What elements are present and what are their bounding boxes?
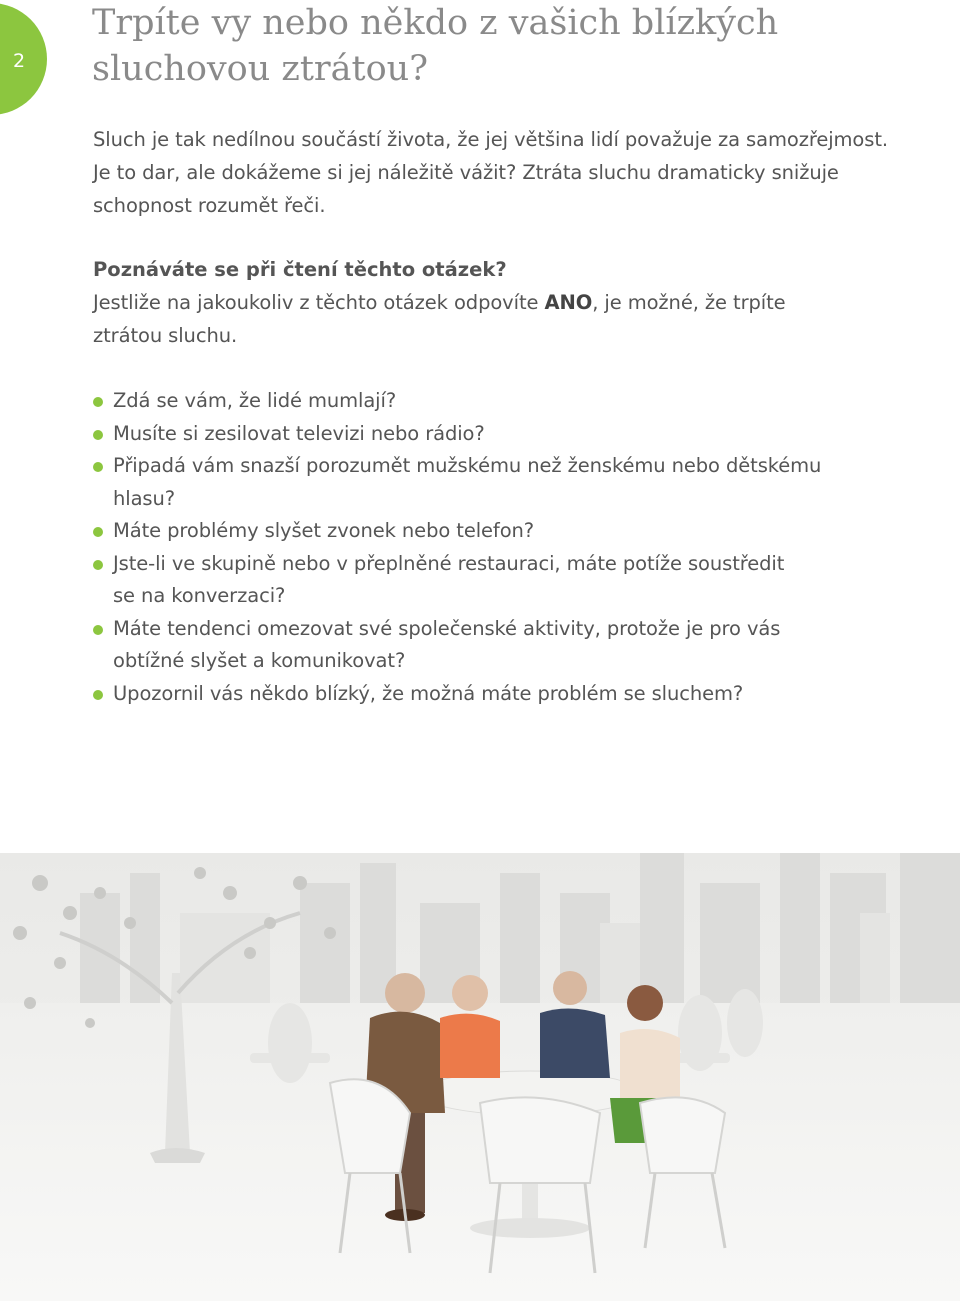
list-item-text [113, 548, 942, 613]
questions-intro [93, 286, 933, 352]
page-title [92, 0, 932, 92]
list-item-text [113, 515, 942, 548]
list-item [92, 385, 942, 418]
bullet-dot-icon [93, 430, 103, 440]
list-item-line-1: Jste-li ve skupině nebo v přeplněné restauraci, máte potíže soustředit [113, 551, 785, 575]
list-item-line-1: Musíte si zesilovat televizi nebo rádio? [113, 421, 485, 445]
list-item-text [113, 613, 942, 678]
list-item [92, 515, 942, 548]
page-number: 2 [13, 50, 26, 72]
intro-line-3: schopnost rozumět řeči. [93, 194, 326, 217]
questions-intro-text-before: Jestliže na jakoukoliv z těchto otázek odpovíte [93, 291, 545, 314]
list-item-line-2: hlasu? [113, 486, 175, 510]
list-item-line-1: Připadá vám snazší porozumět mužskému než ženskému nebo dětskému [113, 454, 822, 477]
bullet-dot-icon [93, 625, 103, 635]
page-title-line-2: sluchovou ztrátou? [92, 49, 428, 89]
bullet-dot-icon [93, 462, 103, 472]
list-item [92, 548, 942, 613]
list-item-line-1: Máte problémy slyšet zvonek nebo telefon? [113, 519, 535, 542]
list-item-line-1: Zdá se vám, že lidé mumlají? [113, 389, 397, 412]
list-item-text [113, 450, 942, 515]
bullet-dot-icon [93, 690, 103, 700]
bullet-dot-icon [93, 560, 103, 570]
question-list [92, 385, 942, 710]
list-item [92, 450, 942, 515]
questions-intro-line-1 [93, 286, 933, 319]
questions-intro-line-2: ztrátou sluchu. [93, 324, 238, 347]
page-title-line-1: Trpíte vy nebo někdo z vašich blízkých [92, 3, 779, 43]
list-item [92, 678, 942, 711]
cafe-scene-photo [0, 853, 960, 1301]
answer-yes-emphasis: ANO [544, 291, 593, 314]
list-item-text [113, 385, 942, 418]
list-item [92, 418, 942, 451]
list-item-line-1: Upozornil vás někdo blízký, že možná máte problém se sluchem? [113, 681, 744, 705]
bullet-dot-icon [93, 527, 103, 537]
intro-line-2: Je to dar, ale dokážeme si jej náležitě vážit? Ztráta sluchu dramaticky snižuje [93, 161, 839, 184]
questions-intro-text-after: , je možné, že trpíte [592, 291, 786, 314]
intro-paragraph [93, 123, 933, 222]
questions-heading: Poznáváte se při čtení těchto otázek? [93, 258, 507, 281]
list-item-text [113, 678, 942, 711]
intro-line-1: Sluch je tak nedílnou součástí života, že jej většina lidí považuje za samozřejmost. [93, 128, 888, 151]
list-item [92, 613, 942, 678]
list-item-line-1: Máte tendenci omezovat své společenské aktivity, protože je pro vás [113, 616, 781, 640]
bullet-dot-icon [93, 397, 103, 407]
list-item-text [113, 418, 942, 451]
list-item-line-2: se na konverzaci? [113, 584, 286, 607]
cafe-scene-illustration [0, 853, 960, 1301]
list-item-line-2: obtížné slyšet a komunikovat? [113, 649, 406, 672]
